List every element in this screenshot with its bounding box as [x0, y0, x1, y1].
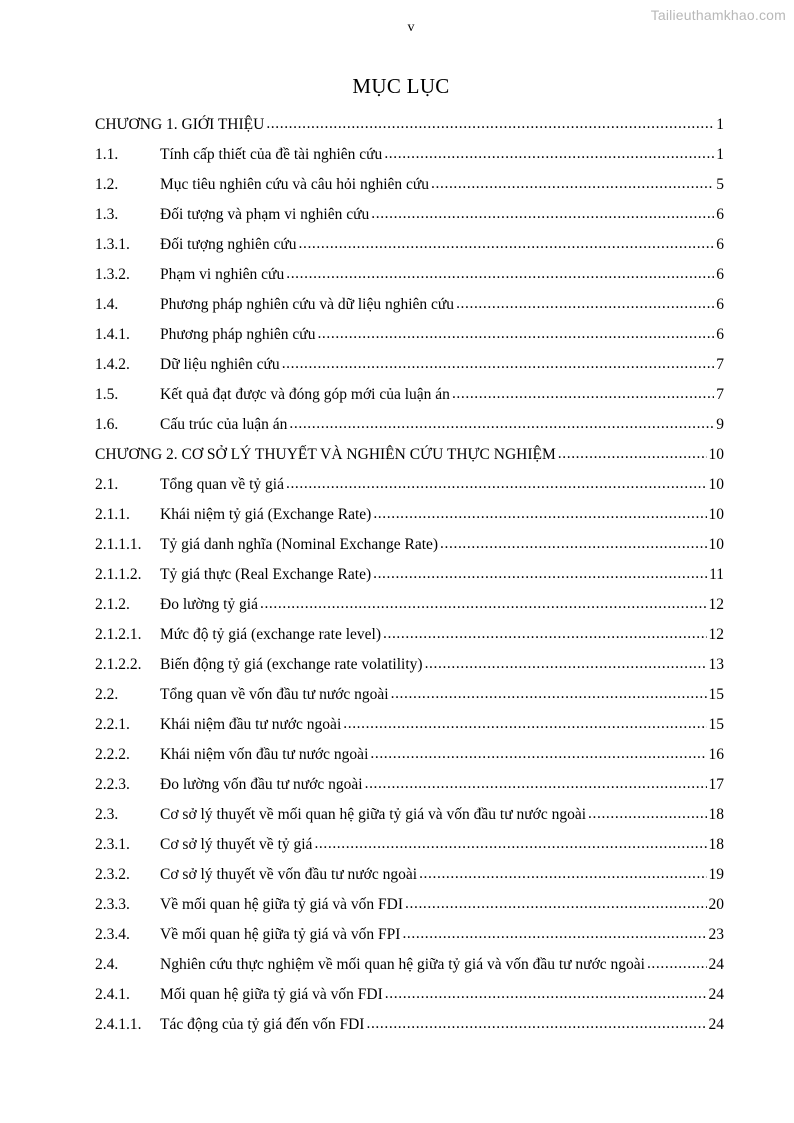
toc-entry-page: 15: [708, 716, 724, 733]
toc-entry-title: Phương pháp nghiên cứu và dữ liệu nghiên cứu: [160, 296, 455, 313]
toc-entry-title: Phạm vi nghiên cứu: [160, 266, 285, 283]
toc-entry-number: 2.1.1.: [95, 506, 130, 523]
dot-leader: [373, 499, 706, 529]
toc-entry-number: 2.4.1.: [95, 986, 130, 1003]
toc-entry-page: 16: [708, 746, 724, 763]
toc-entry-page: 24: [708, 986, 724, 1003]
watermark: Tailieuthamkhao.com: [650, 7, 786, 23]
dot-leader: [383, 619, 707, 649]
dot-leader: [299, 229, 715, 259]
dot-leader: [282, 349, 715, 379]
toc-entry-number: 2.1.2.1.: [95, 626, 142, 643]
toc-entry-number: 2.2.: [95, 686, 119, 703]
toc-chapter-title: CHƯƠNG 2. CƠ SỞ LÝ THUYẾT VÀ NGHIÊN CỨU THỰC NGHIỆM: [95, 446, 556, 463]
dot-leader: [260, 589, 707, 619]
dot-leader: [456, 289, 714, 319]
toc-entry-number: 1.1.: [95, 146, 119, 163]
toc-entry-title: Cơ sở lý thuyết về vốn đầu tư nước ngoài: [160, 866, 418, 883]
toc-entry[interactable]: [95, 680, 724, 710]
toc-entry[interactable]: [95, 620, 724, 650]
toc-entry-page: 6: [716, 296, 724, 313]
toc-entry-page: 13: [708, 656, 724, 673]
dot-leader: [289, 409, 714, 439]
toc-entry-page: 20: [708, 896, 724, 913]
toc-entry[interactable]: [95, 590, 724, 620]
toc-entry-number: 1.5.: [95, 386, 119, 403]
toc-entry[interactable]: [95, 440, 724, 470]
dot-leader: [452, 379, 714, 409]
toc-entry-title: Cơ sở lý thuyết về mối quan hệ giữa tỷ giá và vốn đầu tư nước ngoài: [160, 806, 587, 823]
dot-leader: [431, 169, 714, 199]
toc-entry-page: 18: [708, 806, 724, 823]
toc-entry-title: Nghiên cứu thực nghiệm về mối quan hệ giữa tỷ giá và vốn đầu tư nước ngoài: [160, 956, 645, 973]
toc-entry-number: 2.1.: [95, 476, 119, 493]
toc-entry[interactable]: [95, 740, 724, 770]
toc-entry-page: 6: [716, 236, 724, 253]
dot-leader: [317, 319, 714, 349]
toc-entry-page: 5: [716, 176, 724, 193]
dot-leader: [419, 859, 706, 889]
toc-entry-page: 10: [708, 506, 724, 523]
toc-chapter-title: CHƯƠNG 1. GIỚI THIỆU: [95, 116, 265, 133]
toc-entry-title: Mục tiêu nghiên cứu và câu hỏi nghiên cứu: [160, 176, 430, 193]
dot-leader: [391, 679, 707, 709]
toc-entry-title: Khái niệm tỷ giá (Exchange Rate): [160, 506, 372, 523]
toc-entry-page: 17: [708, 776, 724, 793]
toc-entry-title: Cơ sở lý thuyết về tỷ giá: [160, 836, 313, 853]
toc-entry-page: 6: [716, 326, 724, 343]
toc-entry[interactable]: [95, 350, 724, 380]
toc-entry[interactable]: [95, 710, 724, 740]
toc-entry[interactable]: [95, 860, 724, 890]
dot-leader: [314, 829, 706, 859]
toc-entry-page: 10: [708, 446, 724, 463]
toc-entry-number: 2.3.: [95, 806, 119, 823]
toc-entry-title: Kết quả đạt được và đóng góp mới của luận án: [160, 386, 450, 403]
toc-entry-number: 1.4.: [95, 296, 119, 313]
toc-entry[interactable]: [95, 470, 724, 500]
page-title: MỤC LỤC: [352, 74, 450, 98]
dot-leader: [373, 559, 707, 589]
toc-entry-number: 2.4.: [95, 956, 119, 973]
toc-entry-page: 18: [708, 836, 724, 853]
dot-leader: [647, 949, 707, 979]
toc-entry[interactable]: [95, 770, 724, 800]
toc-entry-title: Đối tượng và phạm vi nghiên cứu: [160, 206, 370, 223]
dot-leader: [371, 199, 714, 229]
toc-entry-page: 7: [716, 356, 724, 373]
toc-entry[interactable]: [95, 800, 724, 830]
toc-entry-page: 10: [708, 536, 724, 553]
toc-entry[interactable]: [95, 500, 724, 530]
toc-entry[interactable]: [95, 170, 724, 200]
toc-entry-title: Tính cấp thiết của đề tài nghiên cứu: [160, 146, 383, 163]
dot-leader: [405, 889, 706, 919]
toc-entry-title: Tỷ giá danh nghĩa (Nominal Exchange Rate): [160, 536, 439, 553]
toc-entry-number: 1.4.1.: [95, 326, 130, 343]
toc-entry-title: Khái niệm vốn đầu tư nước ngoài: [160, 746, 369, 763]
dot-leader: [266, 109, 714, 139]
toc-entry-title: Tổng quan về tỷ giá: [160, 476, 284, 493]
toc-entry-title: Dữ liệu nghiên cứu: [160, 356, 280, 373]
toc-entry-page: 19: [708, 866, 724, 883]
dot-leader: [402, 919, 706, 949]
page-number: v: [407, 20, 415, 35]
toc-entry-number: 2.1.1.2.: [95, 566, 142, 583]
toc-entry-title: Biến động tỷ giá (exchange rate volatility): [160, 656, 423, 673]
toc-entry-number: 2.3.1.: [95, 836, 130, 853]
toc-entry-page: 6: [716, 266, 724, 283]
toc-entry-number: 2.2.3.: [95, 776, 130, 793]
toc-entry[interactable]: [95, 920, 724, 950]
toc-entry-title: Mức độ tỷ giá (exchange rate level): [160, 626, 381, 643]
toc-entry-title: Tỷ giá thực (Real Exchange Rate): [160, 566, 372, 583]
toc-entry-title: Khái niệm đầu tư nước ngoài: [160, 716, 342, 733]
toc-entry-title: Về mối quan hệ giữa tỷ giá và vốn FPI: [160, 926, 401, 943]
dot-leader: [384, 139, 714, 169]
toc-entry-page: 1: [716, 146, 724, 163]
toc-entry-number: 1.3.: [95, 206, 119, 223]
toc-entry-title: Phương pháp nghiên cứu: [160, 326, 316, 343]
toc-entry-number: 2.2.2.: [95, 746, 130, 763]
toc-entry-number: 2.1.1.1.: [95, 536, 142, 553]
toc-entry-number: 1.4.2.: [95, 356, 130, 373]
toc-entry[interactable]: [95, 230, 724, 260]
dot-leader: [366, 1009, 706, 1039]
dot-leader: [343, 709, 706, 739]
toc-entry[interactable]: [95, 140, 724, 170]
toc-entry[interactable]: [95, 830, 724, 860]
toc-entry-number: 2.3.4.: [95, 926, 130, 943]
toc-entry-number: 2.1.2.: [95, 596, 130, 613]
dot-leader: [385, 979, 707, 1009]
toc-entry-page: 7: [716, 386, 724, 403]
toc-entry-page: 15: [708, 686, 724, 703]
dot-leader: [588, 799, 706, 829]
toc-entry-number: 1.3.2.: [95, 266, 130, 283]
dot-leader: [286, 259, 714, 289]
dot-leader: [286, 469, 707, 499]
toc-entry-title: Mối quan hệ giữa tỷ giá và vốn FDI: [160, 986, 383, 1003]
toc-entry[interactable]: [95, 530, 724, 560]
toc-entry[interactable]: [95, 890, 724, 920]
toc-entry-title: Về mối quan hệ giữa tỷ giá và vốn FDI: [160, 896, 404, 913]
toc-entry-page: 10: [708, 476, 724, 493]
toc-entry[interactable]: [95, 200, 724, 230]
toc-entry-page: 23: [708, 926, 724, 943]
toc-entry[interactable]: [95, 1010, 724, 1040]
toc-entry[interactable]: [95, 290, 724, 320]
toc-entry-page: 24: [708, 956, 724, 973]
toc-entry-page: 12: [708, 626, 724, 643]
toc-entry[interactable]: [95, 260, 724, 290]
toc-entry-number: 1.2.: [95, 176, 119, 193]
dot-leader: [425, 649, 707, 679]
toc-entry-title: Đo lường vốn đầu tư nước ngoài: [160, 776, 363, 793]
toc-entry-title: Cấu trúc của luận án: [160, 416, 288, 433]
toc-entry-number: 2.1.2.2.: [95, 656, 142, 673]
toc-entry-number: 2.2.1.: [95, 716, 130, 733]
toc-entry[interactable]: [95, 560, 724, 590]
toc-entry-title: Tác động của tỷ giá đến vốn FDI: [160, 1016, 365, 1033]
toc-entry-number: 2.3.2.: [95, 866, 130, 883]
toc-entry-page: 24: [708, 1016, 724, 1033]
toc-entry-page: 1: [716, 116, 724, 133]
toc-entry-page: 6: [716, 206, 724, 223]
toc-entry-number: 2.3.3.: [95, 896, 130, 913]
dot-leader: [440, 529, 706, 559]
toc-entry[interactable]: [95, 980, 724, 1010]
toc-entry-title: Tổng quan về vốn đầu tư nước ngoài: [160, 686, 389, 703]
toc-entry-title: Đo lường tỷ giá: [160, 596, 258, 613]
toc-entry-number: 1.3.1.: [95, 236, 130, 253]
toc-entry[interactable]: [95, 410, 724, 440]
toc-entry[interactable]: [95, 950, 724, 980]
toc-entry[interactable]: [95, 110, 724, 140]
toc-entry[interactable]: [95, 320, 724, 350]
toc-entry-page: 9: [716, 416, 724, 433]
toc-entry[interactable]: [95, 650, 724, 680]
toc-entry-number: 2.4.1.1.: [95, 1016, 142, 1033]
toc-entry-page: 11: [709, 566, 724, 583]
toc-entry[interactable]: [95, 380, 724, 410]
dot-leader: [370, 739, 706, 769]
toc-entry-number: 1.6.: [95, 416, 119, 433]
dot-leader: [365, 769, 707, 799]
toc-entry-title: Đối tượng nghiên cứu: [160, 236, 297, 253]
table-of-contents: [95, 110, 724, 1040]
toc-entry-page: 12: [708, 596, 724, 613]
dot-leader: [558, 439, 707, 469]
